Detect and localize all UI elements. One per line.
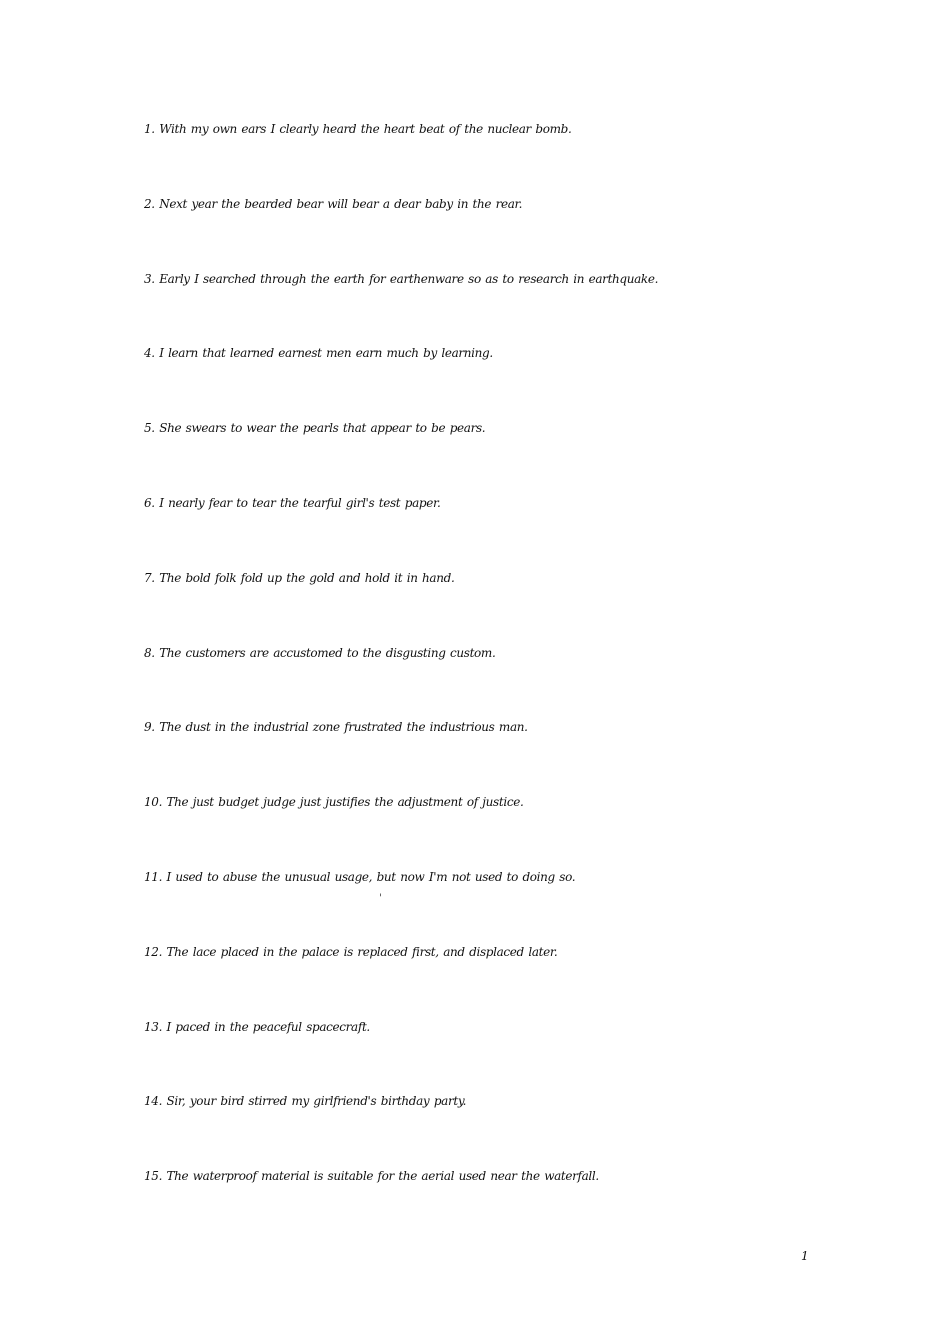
- sentence-5: 5. She swears to wear the pearls that appear to be pears.: [144, 421, 486, 436]
- sentence-1: 1. With my own ears I clearly heard the heart beat of the nuclear bomb.: [144, 122, 572, 136]
- sentence-15: 15. The waterproof material is suitable for the aerial used near the waterfall.: [144, 1169, 599, 1184]
- page-number: 1: [801, 1249, 809, 1263]
- sentence-6: 6. I nearly fear to tear the tearful girl's test paper.: [144, 495, 441, 510]
- sentence-14: 14. Sir, your bird stirred my girlfriend's birthday party.: [144, 1094, 467, 1109]
- sentence-3: 3. Early I searched through the earth for earthenware so as to research in earthquake.: [144, 271, 659, 286]
- sentence-13: 13. I paced in the peaceful spacecraft.: [144, 1019, 370, 1034]
- sentence-11: 11. I used to abuse the unusual usage, but now I'm not used to doing so.: [144, 869, 576, 884]
- sentence-9: 9. The dust in the industrial zone frustrated the industrious man.: [144, 720, 528, 735]
- stray-mark: ': [379, 893, 382, 904]
- sentence-7: 7. The bold folk fold up the gold and hold it in hand.: [144, 570, 455, 585]
- sentence-list: [144, 118, 864, 1240]
- sentence-2: 2. Next year the bearded bear will bear a dear baby in the rear.: [144, 196, 523, 211]
- sentence-12: 12. The lace placed in the palace is replaced first, and displaced later.: [144, 944, 558, 959]
- sentence-8: 8. The customers are accustomed to the disgusting custom.: [144, 645, 496, 660]
- sentence-4: 4. I learn that learned earnest men earn much by learning.: [144, 346, 493, 361]
- sentence-10: 10. The just budget judge just justifies the adjustment of justice.: [144, 795, 524, 810]
